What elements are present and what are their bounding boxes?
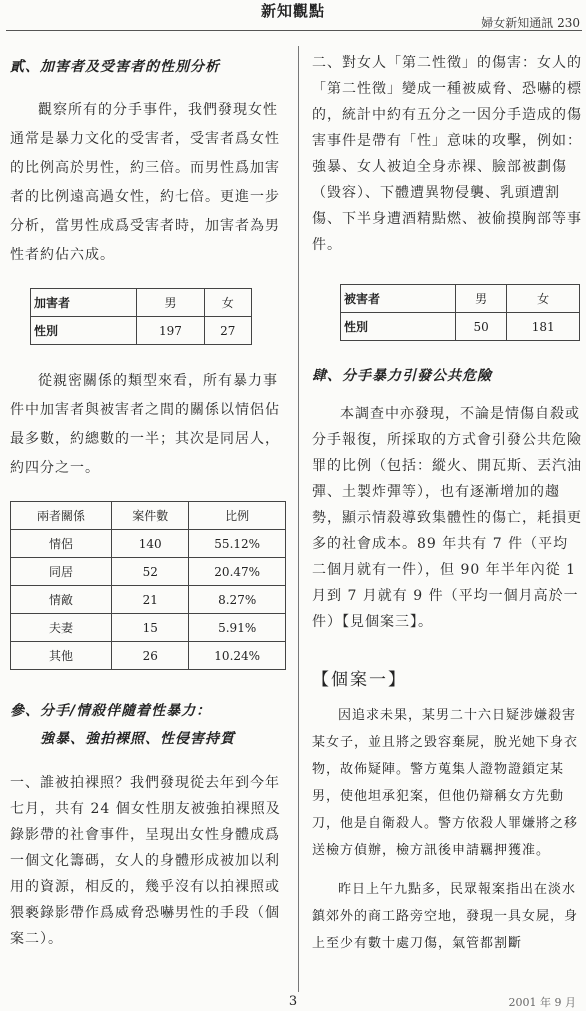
table-cell: 男	[137, 289, 204, 317]
case-1-title: 【個案一】	[312, 670, 407, 690]
section-3-paragraph-1: 一、誰被拍裸照？我們發現從去年到今年七月，共有 24 個女性朋友被強拍裸照及錄影帶的社會事件，呈現出女性身體成爲一個文化籌碼，女人的身體形成被加以利用的資源，相反的，幾乎沒有以拍裸照或猥褻錄影帶作爲威脅恐嚇男性的手段（個案二）。	[10, 775, 281, 947]
table-header-cell: 案件數	[112, 502, 189, 530]
table-row	[11, 614, 286, 642]
table-header-cell: 被害者	[341, 285, 456, 313]
page-header-title: 新知觀點	[260, 2, 325, 20]
table-cell: 女	[507, 285, 580, 313]
perpetrator-gender-table	[30, 288, 252, 345]
table-cell: 26	[112, 642, 189, 670]
table-cell: 情侶	[11, 530, 112, 558]
section-2-paragraph-1: 觀察所有的分手事件，我們發現女性通常是暴力文化的受害者，受害者爲女性的比例高於男性，約三倍。而男性爲加害者的比例遠高過女性，約七倍。更進一步分析，當男性成爲受害者時，加害者為男性者約佔六成。	[10, 102, 280, 263]
section-4-paragraph: 本調查中亦發現，不論是情傷自殺或分手報復，所採取的方式會引發公共危險罪的比例（包括：縱火、開瓦斯、丟汽油彈、土製炸彈等），也有逐漸增加的趨勢，顯示情殺導致集體性的傷亡，耗損更多的社會成本。89 年共有 7 件（平均二個月就有一件），但 90 年半年內從 1 月到 7 月就有 9 件（平均一個月高於一件）【見個案三】。	[312, 406, 582, 630]
table-header-cell: 性別	[31, 317, 137, 345]
victim-gender-table	[340, 284, 580, 341]
section-2-title: 貳、加害者及受害者的性別分析	[10, 59, 220, 75]
table-row	[11, 586, 286, 614]
table-cell: 21	[112, 586, 189, 614]
publication-name: 婦女新知通訊 230	[481, 16, 580, 30]
table-cell: 女	[204, 289, 251, 317]
table-header-cell: 性別	[341, 313, 456, 341]
table-cell: 10.24%	[189, 642, 286, 670]
case-1-paragraph-2: 昨日上午九點多，民眾報案指出在淡水鎮郊外的商工路旁空地，發現一具女屍，身上至少有數十處刀傷，氣管都割斷	[312, 882, 579, 951]
header-divider	[6, 30, 582, 31]
table-cell: 5.91%	[189, 614, 286, 642]
table-cell: 情敵	[11, 586, 112, 614]
table-cell: 55.12%	[189, 530, 286, 558]
section-3-subtitle: 強暴、強拍裸照、性侵害持質	[40, 731, 235, 747]
table-cell: 其他	[11, 642, 112, 670]
page-number: 3	[288, 994, 298, 1009]
section-2-paragraph-2: 從親密關係的類型來看，所有暴力事件中加害者與被害者之間的關係以情侶佔最多數，約總數的一半；其次是同居人，約四分之一。	[10, 373, 280, 476]
table-cell: 夫妻	[11, 614, 112, 642]
table-cell: 52	[112, 558, 189, 586]
table-header-cell: 兩者關係	[11, 502, 112, 530]
left-column	[10, 50, 288, 952]
issue-date: 2001 年 9 月	[508, 996, 576, 1009]
section-4-title: 肆、分手暴力引發公共危險	[312, 368, 492, 384]
table-cell: 140	[112, 530, 189, 558]
table-row	[11, 642, 286, 670]
table-header-cell: 加害者	[31, 289, 137, 317]
case-1-paragraph-1: 因追求未果，某男二十六日疑涉嫌殺害某女子，並且將之毀容棄屍，脫光她下身衣物，故佈疑陣。警方蒐集人證物證鎖定某男，使他坦承犯案，但他仍辯稱女方先動刀，他是自衛殺人。警方依殺人罪嫌將之移送檢方偵辦，檢方訊後申請羈押獲准。	[312, 708, 579, 858]
table-cell: 181	[507, 313, 580, 341]
table-header-row	[11, 502, 286, 530]
section-3-title: 參、分手/情殺伴隨着性暴力：	[10, 703, 212, 719]
table-header-cell: 比例	[189, 502, 286, 530]
table-cell: 20.47%	[189, 558, 286, 586]
section-3-paragraph-2: 二、對女人「第二性徵」的傷害：女人的「第二性徵」變成一種被威脅、恐嚇的標的，統計中約有五分之一因分手造成的傷害事件是帶有「性」意味的攻擊，例如：強暴、女人被迫全身赤裸、臉部被劃傷（毀容）、下體遭異物侵襲、乳頭遭割傷、下半身遭酒精點燃、被偷摸胸部等事件。	[312, 55, 582, 253]
table-row	[11, 558, 286, 586]
table-cell: 27	[204, 317, 251, 345]
relationship-table	[10, 501, 286, 670]
table-cell: 同居	[11, 558, 112, 586]
table-cell: 男	[456, 285, 507, 313]
right-column	[312, 50, 582, 957]
table-cell: 197	[137, 317, 204, 345]
table-cell: 50	[456, 313, 507, 341]
table-row	[11, 530, 286, 558]
column-divider	[298, 46, 299, 992]
table-cell: 15	[112, 614, 189, 642]
table-cell: 8.27%	[189, 586, 286, 614]
